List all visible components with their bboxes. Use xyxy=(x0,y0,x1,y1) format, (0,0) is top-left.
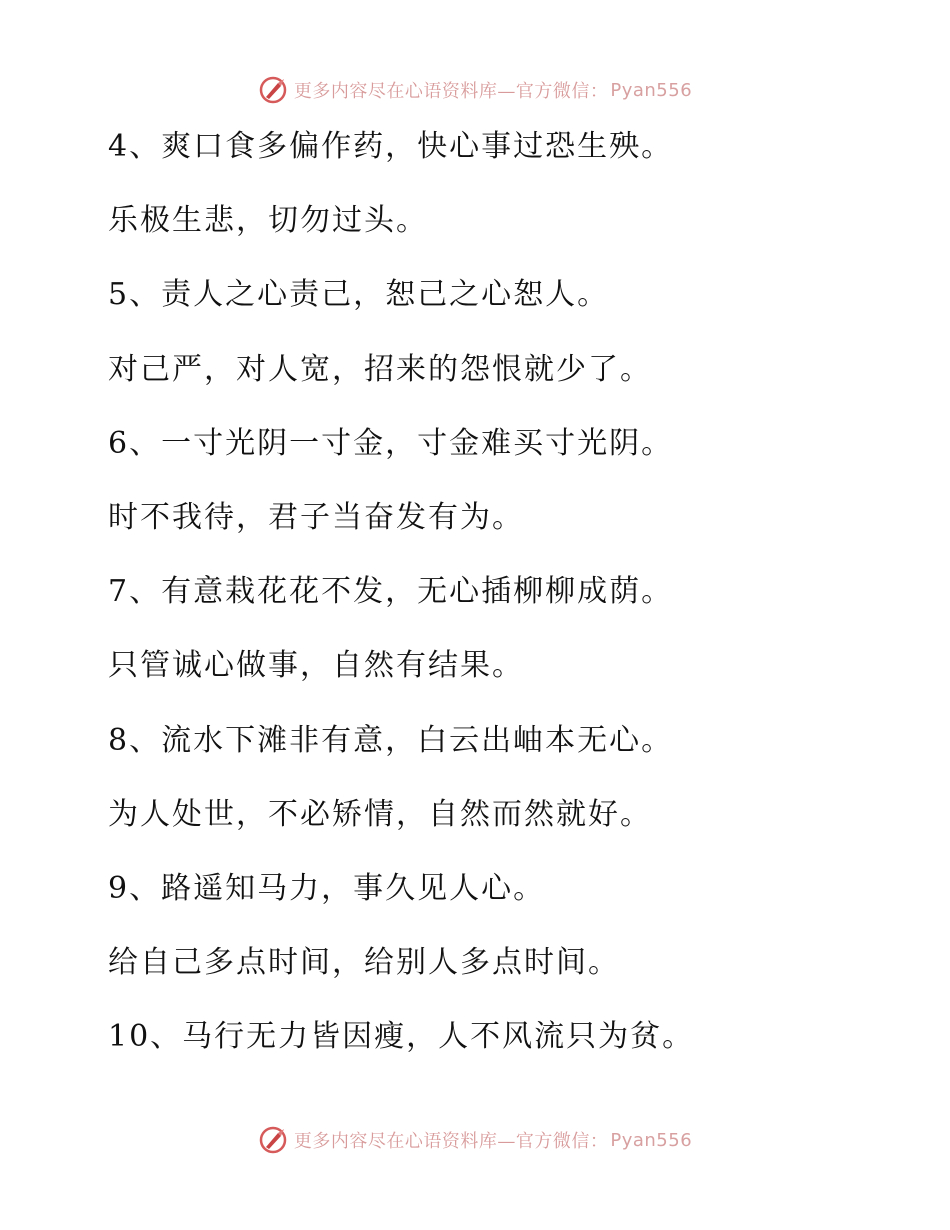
text-line-9: 8、流水下滩非有意，白云出岫本无心。 xyxy=(108,722,674,758)
quill-pen-logo-icon xyxy=(258,1125,288,1155)
document-body xyxy=(108,126,908,1090)
watermark-text: 更多内容尽在心语资料库—官方微信： xyxy=(293,1131,609,1152)
header-watermark xyxy=(0,70,950,110)
text-line-4: 对己严，对人宽，招来的怨恨就少了。 xyxy=(108,351,652,387)
text-line-8: 只管诚心做事，自然有结果。 xyxy=(108,648,524,684)
text-line-2: 乐极生悲，切勿过头。 xyxy=(108,203,428,239)
text-line-6: 时不我待，君子当奋发有为。 xyxy=(108,499,524,535)
watermark-handle: Pyan556 xyxy=(610,1129,693,1151)
quill-pen-logo-icon xyxy=(258,75,288,105)
text-line-7: 7、有意栽花花不发，无心插柳柳成荫。 xyxy=(108,574,674,610)
watermark-handle: Pyan556 xyxy=(610,79,693,101)
text-line-12: 给自己多点时间，给别人多点时间。 xyxy=(108,945,620,981)
text-line-3: 5、责人之心责己，恕己之心恕人。 xyxy=(108,277,610,313)
text-line-1: 4、爽口食多偏作药，快心事过恐生殃。 xyxy=(108,129,674,164)
text-line-5: 6、一寸光阴一寸金，寸金难买寸光阴。 xyxy=(108,425,674,461)
text-line-11: 9、路遥知马力，事久见人心。 xyxy=(108,870,546,906)
watermark-text: 更多内容尽在心语资料库—官方微信： xyxy=(293,81,609,102)
text-line-13: 10、马行无力皆因瘦，人不风流只为贫。 xyxy=(108,1019,695,1055)
footer-watermark xyxy=(0,1120,950,1160)
text-line-10: 为人处世，不必矫情，自然而然就好。 xyxy=(108,796,652,832)
